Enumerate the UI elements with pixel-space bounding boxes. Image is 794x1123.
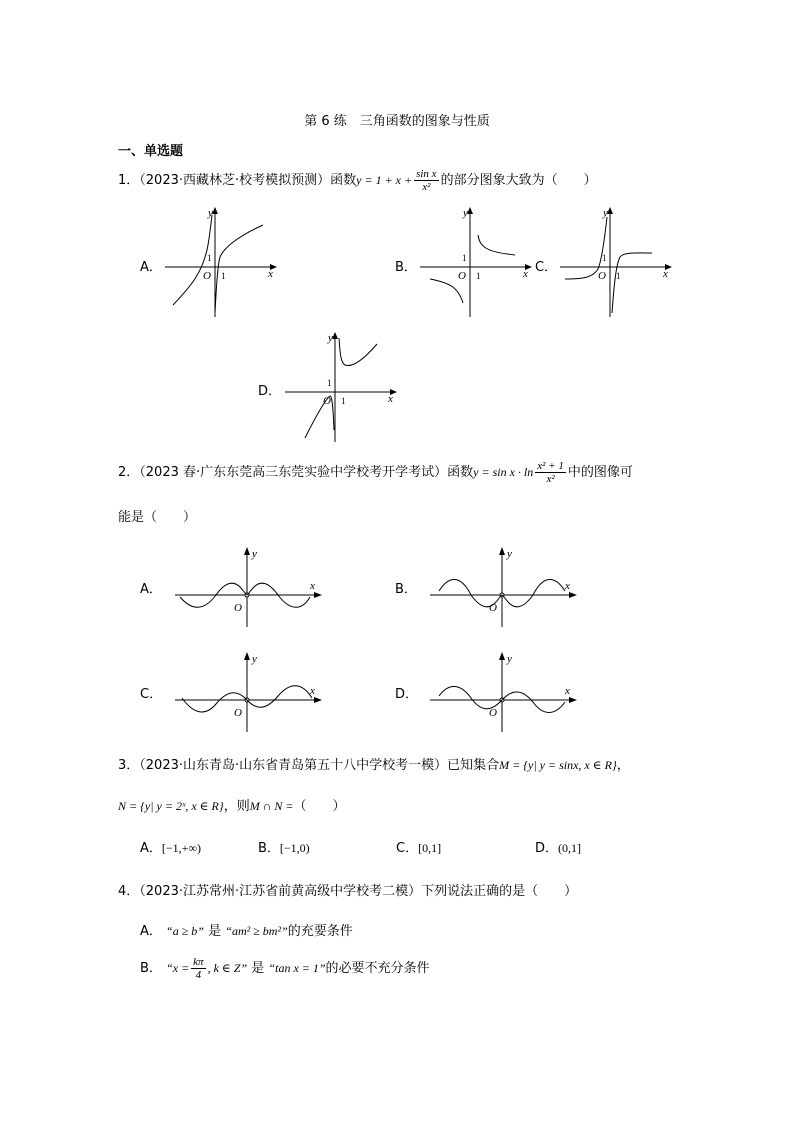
denominator: 4	[195, 969, 202, 981]
option-label: C．	[396, 841, 419, 856]
option-label: D．	[535, 841, 559, 856]
tick-label-y: 1	[602, 253, 607, 263]
condition-2: “am² ≥ bm²”	[225, 924, 288, 938]
origin-label: O	[323, 395, 331, 407]
connector-text: 是	[251, 961, 265, 976]
option-d-label[interactable]: D．	[258, 384, 282, 399]
numerator: sin x	[416, 168, 437, 180]
option-tail: 的必要不充分条件	[325, 961, 430, 976]
option-b[interactable]	[140, 956, 430, 981]
condition-1-pre: “x =	[166, 961, 190, 975]
question-number: 3．	[118, 758, 140, 773]
x-axis-label: x	[565, 580, 570, 592]
question-number: 2．	[118, 465, 140, 480]
y-axis-label: y	[208, 207, 213, 219]
set-m: M = {y| y = sinx, x ∈ R}	[499, 758, 617, 772]
origin-label: O	[458, 270, 466, 282]
question-3	[118, 754, 630, 773]
option-c-label[interactable]: C．	[140, 687, 163, 702]
option-value: (0,1]	[558, 841, 582, 855]
tick-label-y: 1	[327, 378, 332, 388]
x-axis-label: x	[310, 685, 315, 697]
graph-q2-a[interactable]	[170, 545, 325, 630]
option-b-label[interactable]: B．	[395, 582, 417, 597]
y-axis-label: y	[252, 653, 257, 665]
origin-label: O	[489, 602, 497, 614]
connector-text: 是	[208, 924, 222, 939]
option-label: A．	[140, 924, 162, 939]
question-3-line2	[118, 795, 345, 814]
x-axis-label: x	[388, 393, 393, 405]
origin-label: O	[489, 707, 497, 719]
question-tail: （ ）	[293, 799, 346, 814]
option-label: B．	[258, 841, 280, 856]
question-2	[118, 460, 633, 485]
question-tail: 的部分图象大致为（ ）	[440, 173, 597, 188]
option-d-label[interactable]: D．	[395, 687, 419, 702]
origin-label: O	[234, 707, 242, 719]
question-source: （2023·江苏常州·江苏省前黄高级中学校考二模）下列说法正确的是（ ）	[139, 884, 578, 899]
formula: y = 1 + x +	[356, 173, 413, 187]
question-1	[118, 168, 597, 193]
tick-label-x: 1	[476, 271, 481, 281]
question-source: （2023·山东青岛·山东省青岛第五十八中学校考一模）已知集合	[139, 758, 500, 773]
comma: ，	[616, 758, 630, 773]
origin-label: O	[203, 270, 211, 282]
origin-label: O	[234, 602, 242, 614]
option-c[interactable]	[396, 837, 441, 856]
option-a[interactable]	[140, 837, 201, 856]
option-value: [−1,+∞)	[161, 841, 201, 855]
option-b[interactable]	[258, 837, 310, 856]
fraction	[191, 956, 205, 981]
numerator: kπ	[193, 956, 204, 968]
graph-q1-a[interactable]	[165, 205, 285, 320]
x-axis-label: x	[663, 268, 668, 280]
graph-q1-c[interactable]	[560, 205, 680, 320]
graph-q2-b[interactable]	[425, 545, 580, 630]
denominator: x²	[422, 181, 431, 193]
option-a-label[interactable]: A．	[140, 260, 162, 275]
condition-1-post: , k ∈ Z”	[207, 961, 248, 975]
condition-2: “tan x = 1”	[268, 961, 326, 975]
tick-label-y: 1	[462, 253, 467, 263]
connector-text: ，则	[223, 799, 250, 814]
denominator: x²	[546, 473, 555, 485]
fraction	[414, 168, 438, 193]
y-axis-label: y	[328, 332, 333, 344]
option-a-label[interactable]: A．	[140, 582, 162, 597]
option-label: A．	[140, 841, 162, 856]
question-source: （2023·西藏林芝·校考模拟预测）函数	[139, 173, 357, 188]
graph-q1-d[interactable]	[285, 330, 405, 445]
question-number: 4．	[118, 884, 140, 899]
x-axis-label: x	[523, 268, 528, 280]
option-d[interactable]	[535, 837, 581, 856]
x-axis-label: x	[268, 268, 273, 280]
y-axis-label: y	[603, 207, 608, 219]
question-tail: 中的图像可	[567, 465, 633, 480]
section-heading: 一、单选题	[118, 144, 184, 159]
question-4	[118, 880, 577, 899]
graph-q2-c[interactable]	[170, 650, 325, 735]
y-axis-label: y	[463, 207, 468, 219]
y-axis-label: y	[507, 653, 512, 665]
question-number: 1．	[118, 173, 140, 188]
option-c-label[interactable]: C．	[535, 260, 558, 275]
question-2-line2: 能是（ ）	[118, 510, 197, 525]
page-title: 第 6 练 三角函数的图象与性质	[304, 114, 490, 129]
x-axis-label: x	[565, 685, 570, 697]
option-value: [−1,0)	[279, 841, 310, 855]
origin-label: O	[598, 270, 606, 282]
fraction	[535, 460, 566, 485]
option-value: [0,1]	[418, 841, 442, 855]
condition-1: “a ≥ b”	[166, 924, 204, 938]
graph-q2-d[interactable]	[425, 650, 580, 735]
formula: y = sin x · ln	[473, 465, 534, 479]
x-axis-label: x	[310, 580, 315, 592]
tick-label-y: 1	[207, 253, 212, 263]
tick-label-x: 1	[221, 271, 226, 281]
numerator: x² + 1	[537, 460, 564, 472]
y-axis-label: y	[507, 548, 512, 560]
set-n: N = {y| y = 2ˣ, x ∈ R}	[118, 799, 224, 813]
option-a[interactable]	[140, 920, 353, 939]
option-label: B．	[140, 961, 162, 976]
tick-label-x: 1	[341, 396, 346, 406]
y-axis-label: y	[252, 548, 257, 560]
option-b-label[interactable]: B．	[395, 260, 417, 275]
intersection-expr: M ∩ N =	[249, 799, 294, 813]
question-source: （2023 春·广东东莞高三东莞实验中学校考开学考试）函数	[139, 465, 474, 480]
graph-q1-b[interactable]	[420, 205, 540, 320]
option-tail: 的充要条件	[287, 924, 353, 939]
tick-label-x: 1	[616, 271, 621, 281]
